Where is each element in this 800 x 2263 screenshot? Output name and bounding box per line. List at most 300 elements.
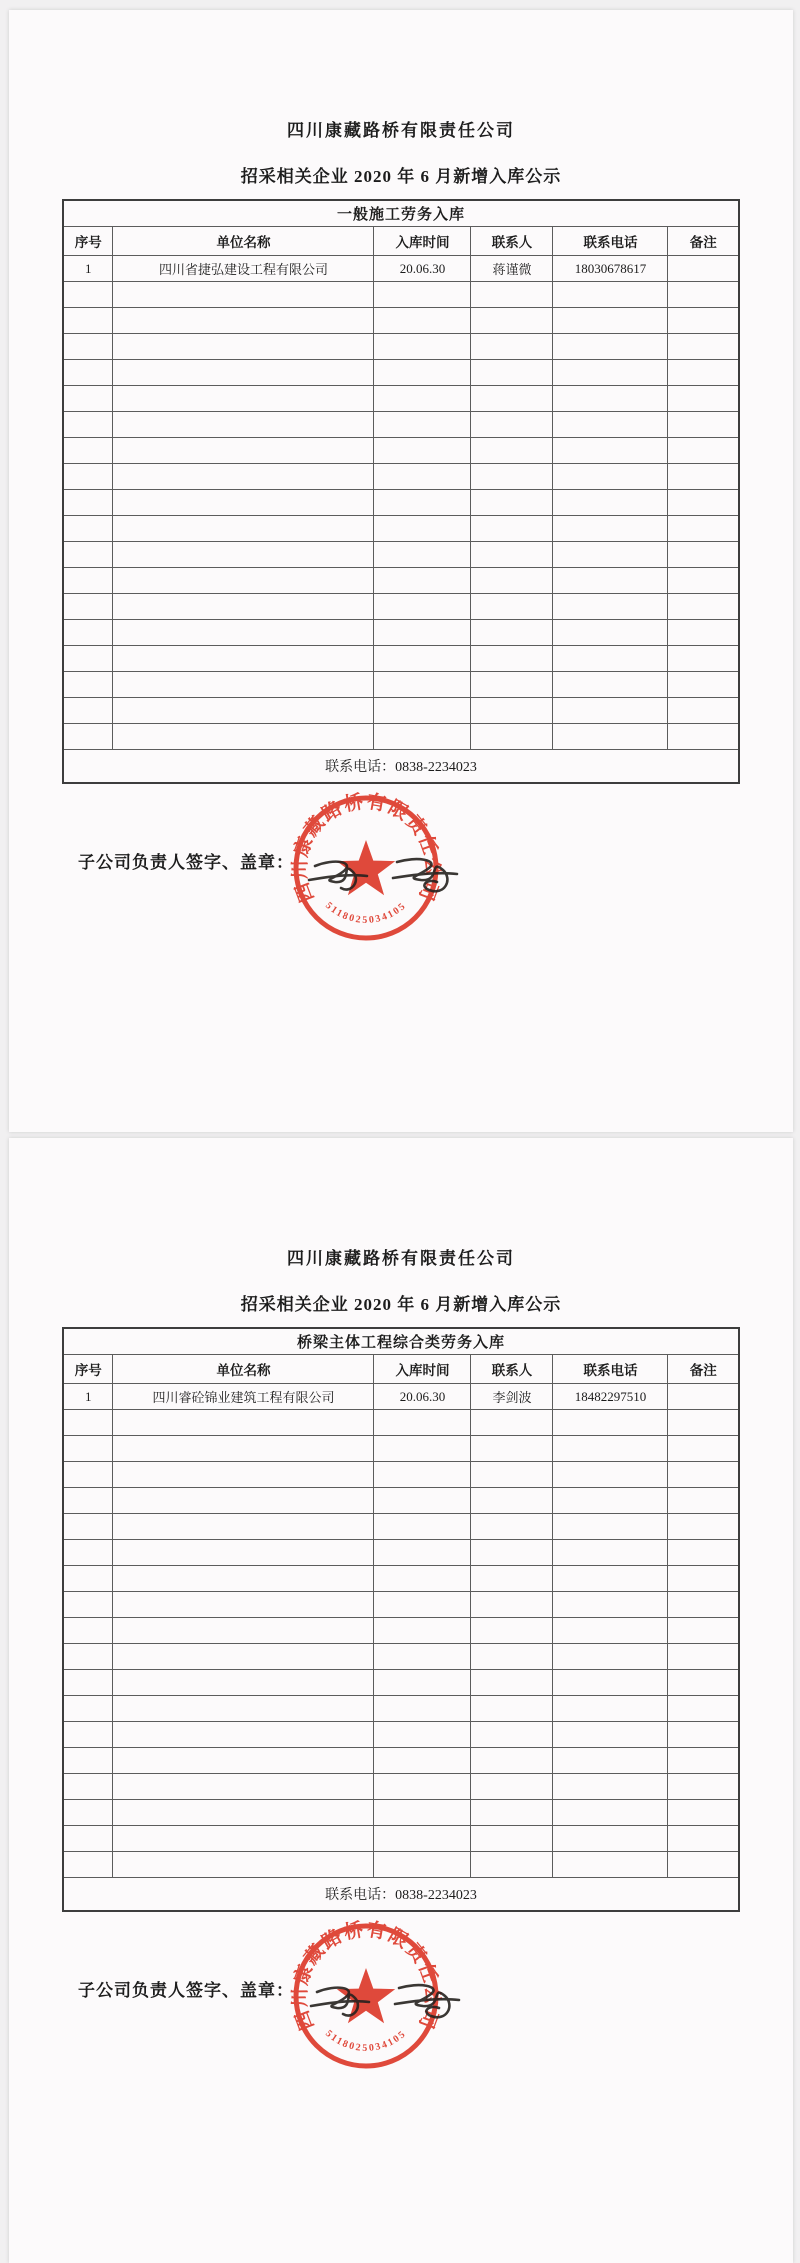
table-cell — [374, 568, 471, 594]
table-cell — [471, 516, 553, 542]
table-cell — [471, 282, 553, 308]
table-cell — [471, 1826, 553, 1852]
table-cell — [668, 1800, 739, 1826]
table-cell — [63, 1436, 113, 1462]
table-cell — [668, 438, 739, 464]
table-cell — [471, 308, 553, 334]
table-cell — [471, 1644, 553, 1670]
table-cell — [374, 1410, 471, 1436]
table-cell — [113, 620, 374, 646]
table-row — [63, 1852, 739, 1878]
table-footer-contact: 联系电话：0838-2234023 — [63, 1878, 739, 1912]
table-cell — [113, 1488, 374, 1514]
table-cell — [553, 1644, 668, 1670]
table-cell — [63, 438, 113, 464]
table-cell — [113, 1410, 374, 1436]
table-cell — [668, 1514, 739, 1540]
header-cell: 联系电话 — [553, 227, 668, 256]
table-cell — [113, 516, 374, 542]
table-cell — [553, 594, 668, 620]
table-row — [63, 412, 739, 438]
table-cell — [374, 334, 471, 360]
table-cell — [668, 620, 739, 646]
table-cell — [113, 1696, 374, 1722]
table-cell — [113, 1514, 374, 1540]
table-cell — [471, 334, 553, 360]
table-cell — [553, 1852, 668, 1878]
table-cell — [471, 464, 553, 490]
table-cell — [471, 1514, 553, 1540]
table-row — [63, 594, 739, 620]
table-cell — [63, 386, 113, 412]
table-cell — [668, 334, 739, 360]
table-cell — [374, 1462, 471, 1488]
table-cell — [63, 464, 113, 490]
table-banner-row — [63, 200, 739, 227]
table-cell — [113, 1774, 374, 1800]
table-row — [63, 1618, 739, 1644]
table-cell — [63, 1696, 113, 1722]
table-cell — [113, 438, 374, 464]
table-cell — [471, 1410, 553, 1436]
handwritten-signature — [301, 836, 531, 914]
table-cell — [668, 360, 739, 386]
table-row — [63, 1670, 739, 1696]
table-cell — [553, 1618, 668, 1644]
signature-label: 子公司负责人签字、盖章： — [78, 1981, 294, 2000]
table-cell — [668, 412, 739, 438]
table-cell — [553, 1514, 668, 1540]
table-cell — [668, 1384, 739, 1410]
table-cell — [553, 412, 668, 438]
table-cell — [113, 1644, 374, 1670]
table-cell — [471, 360, 553, 386]
table-cell — [668, 490, 739, 516]
table-row — [63, 1514, 739, 1540]
table-cell — [374, 438, 471, 464]
table-cell — [113, 1852, 374, 1878]
table-cell — [63, 568, 113, 594]
table-row — [63, 1540, 739, 1566]
table-cell — [374, 386, 471, 412]
table-cell — [113, 1436, 374, 1462]
table-cell — [553, 724, 668, 750]
table-cell — [471, 1462, 553, 1488]
table-cell — [374, 620, 471, 646]
table-cell — [63, 1618, 113, 1644]
table-cell — [63, 620, 113, 646]
table-cell — [63, 672, 113, 698]
table-cell — [374, 1618, 471, 1644]
table-cell — [471, 1696, 553, 1722]
table-row — [63, 1462, 739, 1488]
header-cell: 单位名称 — [113, 227, 374, 256]
table-cell — [113, 594, 374, 620]
scanned-page-2 — [9, 1138, 793, 2263]
table-cell — [553, 542, 668, 568]
stamp-ring-text: 四川康藏路桥有限责任公司 — [290, 792, 442, 905]
page-subtitle: 招采相关企业 2020 年 6 月新增入库公示 — [240, 167, 562, 186]
table-cell — [471, 1592, 553, 1618]
table-cell — [374, 724, 471, 750]
table-row — [63, 1748, 739, 1774]
table-cell — [471, 490, 553, 516]
table-cell — [668, 1774, 739, 1800]
table-cell — [374, 412, 471, 438]
table-cell — [553, 1696, 668, 1722]
table-cell — [553, 1410, 668, 1436]
table-cell — [668, 1826, 739, 1852]
table-cell — [553, 1722, 668, 1748]
stamp-ring-text: 四川康藏路桥有限责任公司 — [290, 1920, 442, 2033]
table-cell — [553, 1488, 668, 1514]
table-cell — [113, 1462, 374, 1488]
table-cell — [113, 334, 374, 360]
table-cell — [63, 1410, 113, 1436]
table-row — [63, 724, 739, 750]
table-cell — [63, 308, 113, 334]
table-cell — [471, 1488, 553, 1514]
signature-label: 子公司负责人签字、盖章： — [78, 853, 294, 872]
table-cell — [668, 386, 739, 412]
table-cell — [553, 672, 668, 698]
table-row — [63, 646, 739, 672]
table-cell — [374, 594, 471, 620]
table-cell — [113, 724, 374, 750]
table-row — [63, 490, 739, 516]
table-cell — [63, 1488, 113, 1514]
table-cell: 四川睿砼锦业建筑工程有限公司 — [113, 1384, 374, 1410]
table-row — [63, 620, 739, 646]
table-cell — [63, 360, 113, 386]
table-row — [63, 1800, 739, 1826]
table-cell — [471, 672, 553, 698]
table-cell — [668, 1566, 739, 1592]
table-cell — [374, 464, 471, 490]
table-cell — [471, 386, 553, 412]
table-cell — [63, 412, 113, 438]
table-cell — [471, 568, 553, 594]
table-cell — [471, 438, 553, 464]
table-cell — [374, 490, 471, 516]
table-cell — [113, 1618, 374, 1644]
table-cell — [668, 282, 739, 308]
table-footer-row — [63, 750, 739, 784]
table-cell — [668, 256, 739, 282]
table-row — [63, 386, 739, 412]
table-cell — [63, 1670, 113, 1696]
table-cell — [374, 1852, 471, 1878]
table-cell — [668, 646, 739, 672]
table-cell — [668, 1540, 739, 1566]
table-cell — [553, 1800, 668, 1826]
table-cell — [553, 1462, 668, 1488]
table-cell — [63, 1826, 113, 1852]
table-cell — [553, 1670, 668, 1696]
table-cell — [668, 1852, 739, 1878]
table-row — [63, 308, 739, 334]
table-cell — [553, 282, 668, 308]
table-cell — [113, 282, 374, 308]
table-cell: 蒋谨微 — [471, 256, 553, 282]
table-cell — [668, 1670, 739, 1696]
table-cell — [374, 1436, 471, 1462]
table-cell — [553, 308, 668, 334]
table-cell — [668, 516, 739, 542]
table-cell — [374, 646, 471, 672]
table-cell: 四川省捷弘建设工程有限公司 — [113, 256, 374, 282]
table-cell — [668, 1722, 739, 1748]
table-cell — [553, 620, 668, 646]
table-cell: 李剑波 — [471, 1384, 553, 1410]
table-cell — [668, 1592, 739, 1618]
table-cell — [374, 542, 471, 568]
table-cell — [374, 308, 471, 334]
table-cell — [63, 1540, 113, 1566]
table-cell: 18482297510 — [553, 1384, 668, 1410]
header-cell: 入库时间 — [374, 1355, 471, 1384]
table-cell — [668, 672, 739, 698]
table-cell — [668, 1748, 739, 1774]
table-cell — [63, 594, 113, 620]
table-row — [63, 1722, 739, 1748]
table-row — [63, 256, 739, 282]
table-cell — [113, 386, 374, 412]
table-cell — [553, 1826, 668, 1852]
table-cell — [553, 490, 668, 516]
table-banner-title: 一般施工劳务入库 — [63, 200, 739, 227]
table-cell — [471, 1852, 553, 1878]
table-cell — [63, 1800, 113, 1826]
table-cell — [471, 1618, 553, 1644]
table-row — [63, 568, 739, 594]
table-cell — [63, 1462, 113, 1488]
table-cell — [553, 334, 668, 360]
header-cell: 联系电话 — [553, 1355, 668, 1384]
table-cell — [668, 1462, 739, 1488]
table-cell — [63, 698, 113, 724]
table-cell — [471, 1748, 553, 1774]
table-cell — [63, 1592, 113, 1618]
page-title: 四川康藏路桥有限责任公司 — [287, 1249, 515, 1268]
table-cell — [113, 412, 374, 438]
table-cell — [668, 1618, 739, 1644]
table-row — [63, 1488, 739, 1514]
header-cell: 单位名称 — [113, 1355, 374, 1384]
table-cell — [113, 568, 374, 594]
table-cell — [668, 1410, 739, 1436]
table-cell — [553, 1774, 668, 1800]
table-cell — [668, 1488, 739, 1514]
page-title: 四川康藏路桥有限责任公司 — [287, 121, 515, 140]
table-cell — [113, 464, 374, 490]
table-cell — [668, 464, 739, 490]
table-cell — [471, 698, 553, 724]
table-cell — [374, 1774, 471, 1800]
table-cell — [471, 542, 553, 568]
table-cell — [374, 1748, 471, 1774]
header-cell: 备注 — [668, 1355, 739, 1384]
table-cell — [668, 1436, 739, 1462]
table-cell — [471, 1540, 553, 1566]
table-cell — [113, 1592, 374, 1618]
table-cell: 20.06.30 — [374, 1384, 471, 1410]
entry-table — [62, 199, 740, 784]
table-row — [63, 1696, 739, 1722]
table-cell — [113, 542, 374, 568]
table-cell — [668, 542, 739, 568]
table-cell — [553, 698, 668, 724]
table-row — [63, 1592, 739, 1618]
table-cell: 1 — [63, 1384, 113, 1410]
table-cell — [553, 516, 668, 542]
table-cell — [374, 360, 471, 386]
table-cell — [113, 646, 374, 672]
table-cell — [374, 1696, 471, 1722]
table-cell — [374, 1488, 471, 1514]
table-cell — [374, 672, 471, 698]
table-cell — [668, 1696, 739, 1722]
header-cell: 备注 — [668, 227, 739, 256]
table-cell — [63, 1514, 113, 1540]
table-cell — [63, 542, 113, 568]
table-cell — [471, 1800, 553, 1826]
table-cell — [553, 438, 668, 464]
table-cell — [63, 1566, 113, 1592]
table-cell — [553, 360, 668, 386]
table-row — [63, 1774, 739, 1800]
table-cell — [374, 1514, 471, 1540]
table-cell — [553, 464, 668, 490]
table-cell — [374, 1826, 471, 1852]
table-cell: 18030678617 — [553, 256, 668, 282]
table-row — [63, 516, 739, 542]
table-cell — [374, 1566, 471, 1592]
table-cell — [471, 724, 553, 750]
table-cell — [471, 620, 553, 646]
table-footer-row — [63, 1878, 739, 1912]
table-cell — [113, 698, 374, 724]
table-cell — [374, 516, 471, 542]
table-header-row — [63, 227, 739, 256]
table-cell — [113, 1800, 374, 1826]
scanned-page-1 — [9, 10, 793, 1132]
table-cell — [374, 1800, 471, 1826]
table-cell — [471, 1722, 553, 1748]
table-row — [63, 464, 739, 490]
table-cell — [63, 516, 113, 542]
table-banner-row — [63, 1328, 739, 1355]
table-cell — [553, 1540, 668, 1566]
table-cell — [471, 646, 553, 672]
header-cell: 入库时间 — [374, 227, 471, 256]
table-cell — [113, 1826, 374, 1852]
table-row — [63, 698, 739, 724]
table-cell — [113, 1722, 374, 1748]
table-cell — [63, 1722, 113, 1748]
table-row — [63, 542, 739, 568]
table-cell — [374, 282, 471, 308]
table-cell — [113, 308, 374, 334]
table-cell — [113, 490, 374, 516]
table-row — [63, 1826, 739, 1852]
table-cell — [113, 672, 374, 698]
table-cell — [553, 646, 668, 672]
header-cell: 联系人 — [471, 227, 553, 256]
table-header-row — [63, 1355, 739, 1384]
header-cell: 序号 — [63, 1355, 113, 1384]
table-cell — [668, 698, 739, 724]
header-cell: 序号 — [63, 227, 113, 256]
table-cell — [471, 1436, 553, 1462]
table-cell — [63, 1774, 113, 1800]
table-row — [63, 360, 739, 386]
table-row — [63, 1644, 739, 1670]
page-subtitle: 招采相关企业 2020 年 6 月新增入库公示 — [240, 1295, 562, 1314]
table-cell — [553, 1748, 668, 1774]
table-row — [63, 1410, 739, 1436]
header-cell: 联系人 — [471, 1355, 553, 1384]
table-cell — [374, 1722, 471, 1748]
table-cell — [471, 412, 553, 438]
table-cell — [63, 1852, 113, 1878]
table-row — [63, 438, 739, 464]
table-cell — [63, 646, 113, 672]
table-cell — [374, 1592, 471, 1618]
table-cell — [553, 1592, 668, 1618]
table-cell: 1 — [63, 256, 113, 282]
table-cell — [63, 1644, 113, 1670]
table-footer-contact: 联系电话：0838-2234023 — [63, 750, 739, 784]
table-cell — [553, 1436, 668, 1462]
table-cell — [553, 568, 668, 594]
handwritten-signature — [301, 1964, 531, 2042]
table-cell — [113, 1540, 374, 1566]
table-cell — [63, 334, 113, 360]
table-cell — [113, 1670, 374, 1696]
table-cell — [374, 1540, 471, 1566]
table-cell — [668, 568, 739, 594]
stamp-number: 5118025034105 — [323, 900, 409, 926]
table-cell — [374, 1670, 471, 1696]
table-cell — [113, 360, 374, 386]
table-cell — [471, 1774, 553, 1800]
table-cell — [63, 282, 113, 308]
table-cell — [668, 308, 739, 334]
table-row — [63, 1566, 739, 1592]
table-cell — [668, 594, 739, 620]
table-cell — [113, 1748, 374, 1774]
table-cell — [63, 490, 113, 516]
table-cell — [553, 386, 668, 412]
table-cell — [374, 698, 471, 724]
table-banner-title: 桥梁主体工程综合类劳务入库 — [63, 1328, 739, 1355]
table-cell: 20.06.30 — [374, 256, 471, 282]
table-cell — [471, 1566, 553, 1592]
table-cell — [553, 1566, 668, 1592]
stamp-number: 5118025034105 — [323, 2028, 409, 2054]
table-cell — [63, 1748, 113, 1774]
table-row — [63, 1384, 739, 1410]
table-row — [63, 672, 739, 698]
table-row — [63, 282, 739, 308]
table-cell — [374, 1644, 471, 1670]
table-row — [63, 1436, 739, 1462]
table-cell — [471, 594, 553, 620]
table-row — [63, 334, 739, 360]
table-cell — [113, 1566, 374, 1592]
table-cell — [471, 1670, 553, 1696]
